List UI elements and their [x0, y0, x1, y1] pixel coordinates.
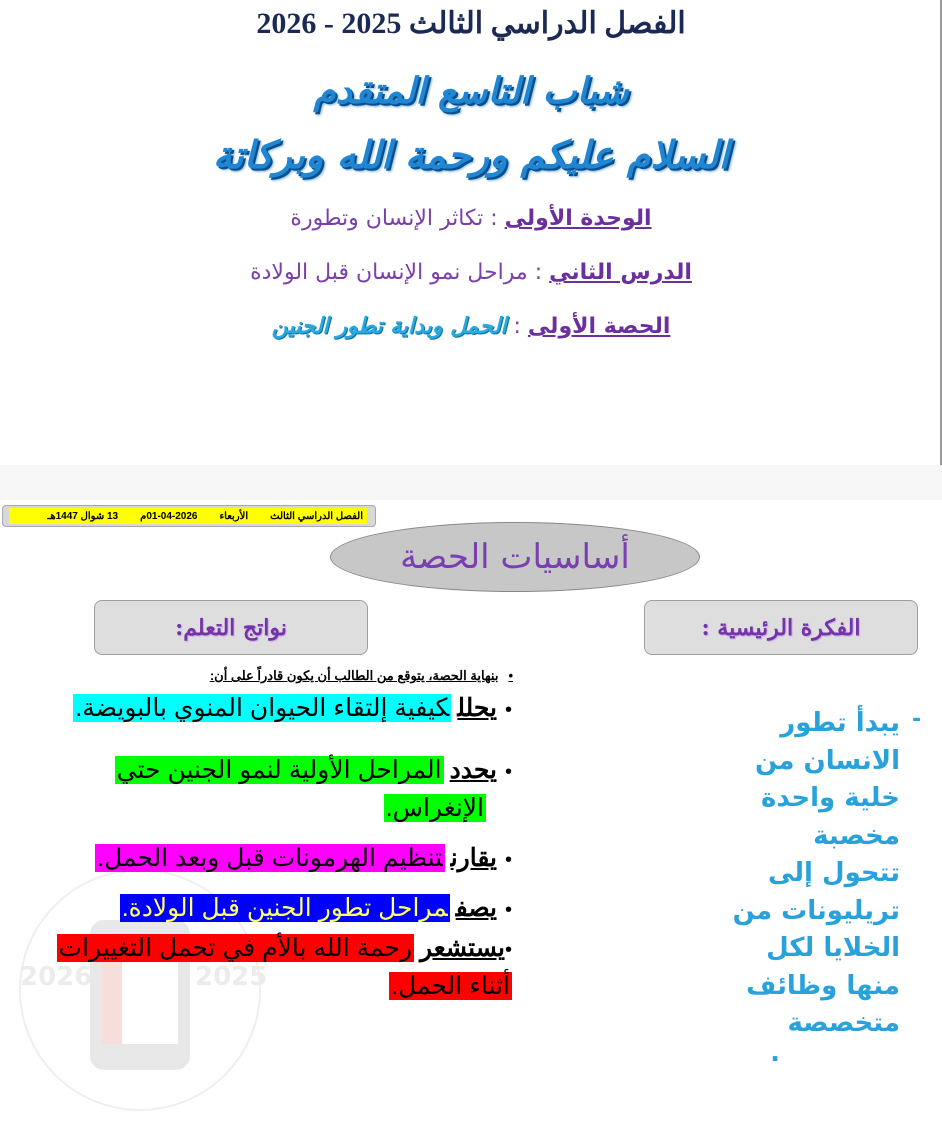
- main-idea-line: الخلايا لكل: [766, 933, 900, 963]
- outcome-verb: يحلل: [457, 694, 497, 722]
- outcomes-intro-text: بنهاية الحصة، يتوقع من الطالب أن يكون قادراً على أن:: [209, 668, 499, 683]
- outcome-text-cont: الإنغراس.: [385, 794, 484, 822]
- outcome-verb: يقارن: [450, 844, 497, 872]
- session-value: الحمل وبداية تطور الجنين: [271, 314, 507, 339]
- main-idea-line: متخصصة: [787, 1008, 900, 1038]
- unit-line: [0, 206, 942, 231]
- term-title: الفصل الدراسي الثالث 2025 - 2026: [256, 7, 686, 40]
- outcome-verb: يصف: [455, 894, 497, 922]
- outcome-verb: يستشعر: [420, 934, 505, 962]
- lesson-sep: :: [527, 260, 550, 285]
- outcome-item: •يحددالمراحل الأولية لنمو الجنين حتي الإنغراس.: [116, 756, 512, 822]
- outcome-text-cont: أثناء الحمل.: [391, 972, 510, 1000]
- outcome-item: •يستشعررحمة الله بالأم في تحمل التغييرات أثناء الحمل.: [58, 934, 512, 1000]
- date-hijri: 13 شوال 1447هـ: [47, 510, 119, 522]
- group-title: شباب التاسع المتقدم: [313, 70, 629, 112]
- outcome-text: المراحل الأولية لنمو الجنين حتي: [116, 756, 442, 784]
- greeting: السلام عليكم ورحمة الله وبركاتة: [212, 132, 730, 177]
- cover-page: [0, 0, 942, 465]
- lesson-value: مراحل نمو الإنسان قبل الولادة: [250, 260, 528, 285]
- outcome-item: •يقارنتنظيم الهرمونات قبل وبعد الحمل.: [97, 844, 512, 872]
- main-idea-text: [730, 705, 900, 1068]
- outcomes-label: نواتج التعلم:: [94, 600, 368, 655]
- lesson-line: [0, 260, 942, 285]
- lesson-key: الدرس الثاني: [549, 260, 692, 285]
- main-idea-line: منها وظائف: [746, 970, 900, 1001]
- outcome-text: تنظيم الهرمونات قبل وبعد الحمل.: [97, 844, 443, 872]
- date-bar: [2, 505, 376, 527]
- outcome-item: •يصفمراحل تطور الجنين قبل الولادة.: [121, 894, 512, 922]
- date-gregorian: 01-04-2026م: [140, 510, 198, 522]
- basics-title: أساسيات الحصة: [330, 522, 700, 592]
- main-idea-bullet: -: [912, 707, 922, 732]
- outcome-text: مراحل تطور الجنين قبل الولادة.: [121, 894, 448, 922]
- unit-key: الوحدة الأولى: [504, 206, 652, 231]
- outcome-text: رحمة الله بالأم في تحمل التغييرات: [58, 934, 413, 962]
- date-term: الفصل الدراسي الثالث: [270, 510, 363, 522]
- unit-sep: :: [483, 206, 505, 231]
- main-idea-line: .: [770, 1037, 780, 1068]
- session-key: الحصة الأولى: [527, 314, 671, 339]
- outcome-item: •يحللكيفية إلتقاء الحيوان المنوي بالبويضة.: [75, 694, 512, 722]
- watermark-year-left: 2026: [20, 962, 93, 992]
- outcome-text: كيفية إلتقاء الحيوان المنوي بالبويضة.: [75, 694, 450, 722]
- session-sep: :: [506, 314, 528, 339]
- date-day: الأربعاء: [219, 510, 249, 522]
- main-idea-line: مخصبة: [813, 820, 900, 851]
- watermark-year-right: 2025: [195, 962, 268, 992]
- main-idea-label: الفكرة الرئيسية :: [644, 600, 918, 655]
- main-idea-line: الانسان من: [755, 745, 900, 776]
- main-idea-line: يبدأ تطور: [780, 708, 900, 738]
- main-idea-line: تريليونات من: [732, 895, 900, 926]
- session-line: [0, 314, 942, 339]
- unit-value: تكاثر الإنسان وتطورة: [290, 206, 484, 231]
- outcome-verb: يحدد: [449, 756, 497, 784]
- main-idea-line: تتحول إلى: [767, 858, 900, 888]
- outcomes-intro: •بنهاية الحصة، يتوقع من الطالب أن يكون قادراً على أن:: [209, 668, 513, 683]
- main-idea-line: خلية واحدة: [761, 783, 900, 813]
- lesson-page: [0, 500, 942, 1126]
- page-gap: [0, 465, 942, 500]
